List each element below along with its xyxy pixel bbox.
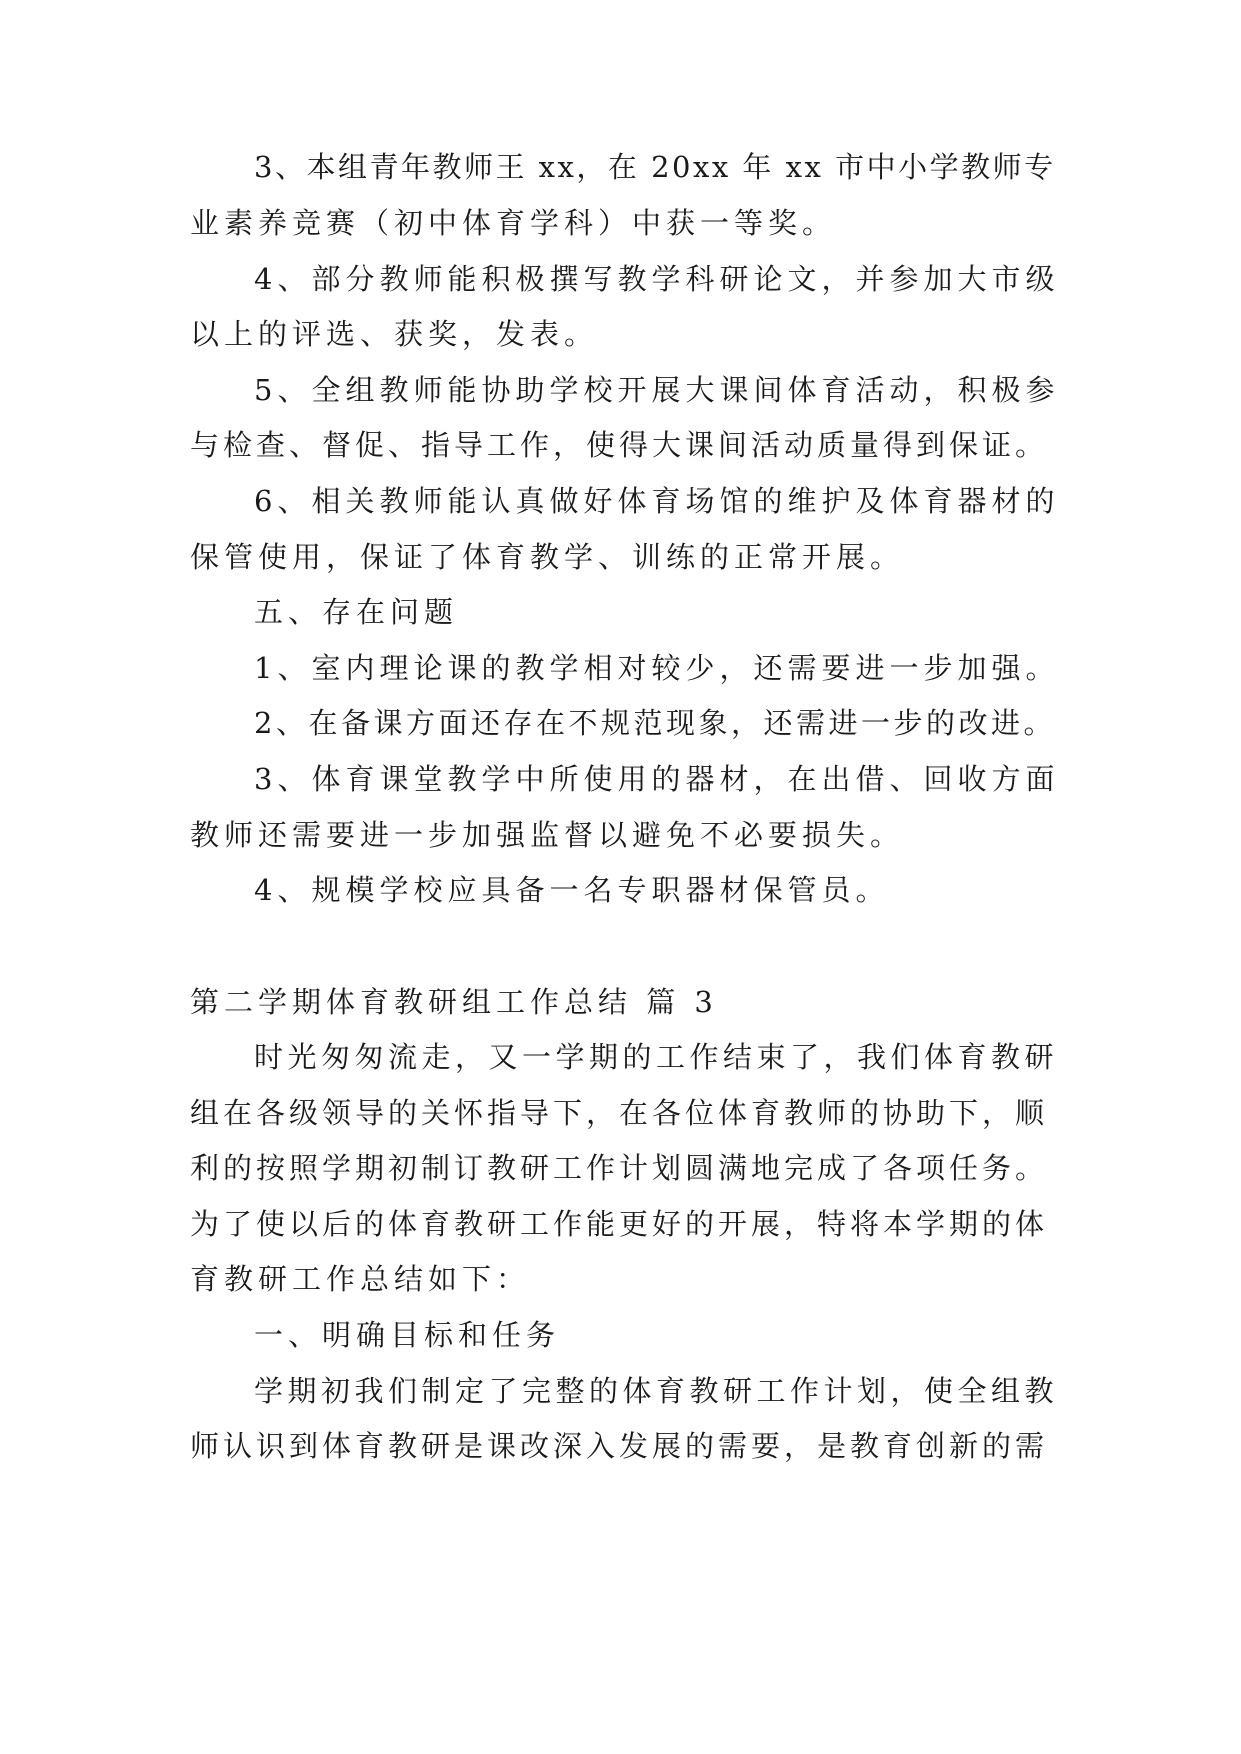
paragraph-line: 3、本组青年教师王 xx，在 20xx 年 xx 市中小学教师专 <box>254 150 1056 184</box>
paragraph-line: 1、室内理论课的教学相对较少，还需要进一步加强。 <box>254 651 1060 685</box>
paragraph-line: 保管使用，保证了体育教学、训练的正常开展。 <box>190 540 905 574</box>
paragraph-line: 为了使以后的体育教研工作能更好的开展，特将本学期的体 <box>190 1207 1049 1241</box>
paragraph-line: 学期初我们制定了完整的体育教研工作计划，使全组教 <box>254 1374 1059 1408</box>
paragraph-line: 利的按照学期初制订教研工作计划圆满地完成了各项任务。 <box>190 1151 1049 1185</box>
paragraph-line: 2、在备课方面还存在不规范现象，还需进一步的改进。 <box>254 706 1056 740</box>
paragraph-line: 师认识到体育教研是课改深入发展的需要，是教育创新的需 <box>190 1429 1049 1463</box>
paragraph-line: 5、全组教师能协助学校开展大课间体育活动，积极参 <box>254 373 1060 407</box>
paragraph-line: 以上的评选、获奖，发表。 <box>190 317 599 351</box>
paragraph-line: 教师还需要进一步加强监督以避免不必要损失。 <box>190 818 905 852</box>
paragraph-line: 4、部分教师能积极撰写教学科研论文，并参加大市级 <box>254 262 1060 296</box>
paragraph-line: 时光匆匆流走，又一学期的工作结束了，我们体育教研 <box>254 1040 1059 1074</box>
paragraph-line: 与检查、督促、指导工作，使得大课间活动质量得到保证。 <box>190 428 1049 462</box>
section-heading: 五、存在问题 <box>254 595 459 629</box>
paragraph-line: 3、体育课堂教学中所使用的器材，在出借、回收方面 <box>254 762 1060 796</box>
paragraph-line: 业素养竞赛（初中体育学科）中获一等奖。 <box>190 206 837 240</box>
article-title: 第二学期体育教研组工作总结 篇 3 <box>190 985 718 1019</box>
paragraph-line: 育教研工作总结如下： <box>190 1262 531 1296</box>
paragraph-line: 4、规模学校应具备一名专职器材保管员。 <box>254 873 890 907</box>
paragraph-line: 6、相关教师能认真做好体育场馆的维护及体育器材的 <box>254 484 1060 518</box>
section-heading: 一、明确目标和任务 <box>254 1318 561 1352</box>
paragraph-line: 组在各级领导的关怀指导下，在各位体育教师的协助下，顺 <box>190 1096 1049 1130</box>
